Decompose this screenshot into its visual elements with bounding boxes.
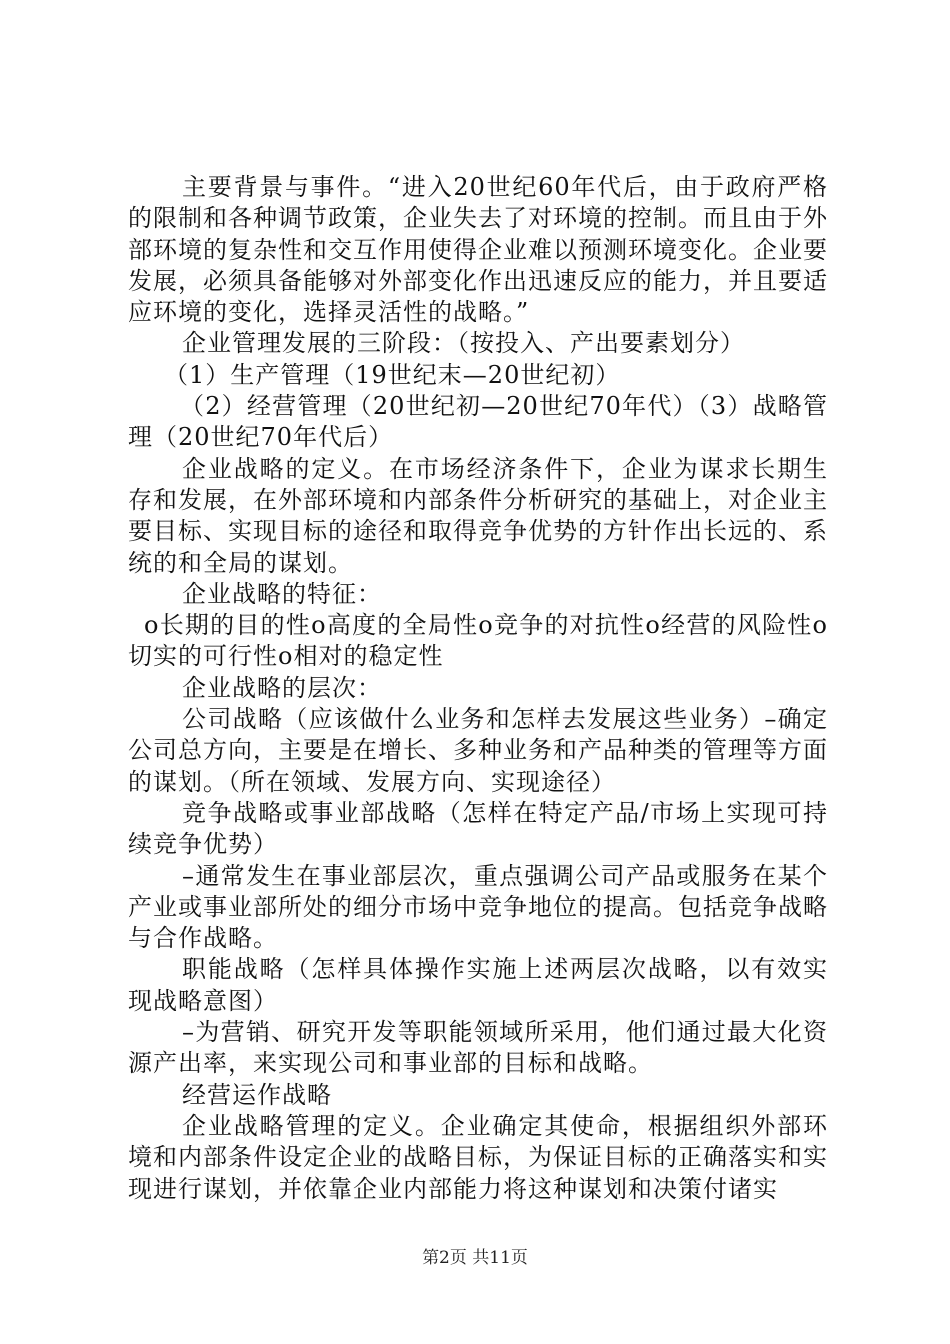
paragraph-stage-production: （1）生产管理（19世纪末—20世纪初）: [164, 360, 621, 389]
paragraph-strategy-features: o长期的目的性o高度的全局性o竞争的对抗性o经营的风险性o切实的可行性o相对的稳定性: [128, 611, 828, 671]
paragraph-three-stages-heading: 企业管理发展的三阶段：（按投入、产出要素划分）: [182, 329, 745, 358]
paragraph-stage-operation-strategy: （2）经营管理（20世纪初—20世纪70年代）（3）战略管理（20世纪70年代后）: [128, 392, 828, 452]
paragraph-operations-strategy: 经营运作战略: [182, 1080, 332, 1109]
paragraph-functional-strategy: 职能战略（怎样具体操作实施上述两层次战略，以有效实现战略意图）: [128, 955, 828, 1015]
paragraph-competitive-strategy: 竞争战略或事业部战略（怎样在特定产品/市场上实现可持续竞争优势）: [128, 798, 828, 859]
document-body: [128, 172, 828, 1205]
paragraph-corporate-strategy: 公司战略（应该做什么业务和怎样去发展这些业务）–确定公司总方向，主要是在增长、多种业务和产品种类的管理等方面的谋划。（所在领域、发展方向、实现途径）: [128, 705, 828, 796]
paragraph-strategy-definition: 企业战略的定义。在市场经济条件下，企业为谋求长期生存和发展，在外部环境和内部条件分析研究的基础上，对企业主要目标、实现目标的途径和取得竞争优势的方针作出长远的、系统的和全局的谋划。: [128, 454, 828, 577]
paragraph-strategy-features-heading: 企业战略的特征：: [182, 579, 382, 608]
paragraph-strategy-levels-heading: 企业战略的层次：: [182, 673, 382, 702]
paragraph-functional-strategy-detail: –为营销、研究开发等职能领域所采用，他们通过最大化资源产出率，来实现公司和事业部的目标和战略。: [128, 1018, 828, 1078]
paragraph-strategic-management-definition: 企业战略管理的定义。企业确定其使命，根据组织外部环境和内部条件设定企业的战略目标，为保证目标的正确落实和实现进行谋划，并依靠企业内部能力将这种谋划和决策付诸实: [128, 1111, 828, 1203]
paragraph-competitive-strategy-detail: –通常发生在事业部层次，重点强调公司产品或服务在某个产业或事业部所处的细分市场中竞争地位的提高。包括竞争战略与合作战略。: [128, 861, 828, 953]
paragraph-background: 主要背景与事件。“进入20世纪60年代后，由于政府严格的限制和各种调节政策，企业失去了对环境的控制。而且由于外部环境的复杂性和交互作用使得企业难以预测环境变化。企业要发展，必须具备能够对外部变化作出迅速反应的能力，并且要适应环境的变化，选择灵活性的战略。”: [128, 173, 828, 327]
page-number-footer: 第2页 共11页: [422, 1248, 528, 1268]
